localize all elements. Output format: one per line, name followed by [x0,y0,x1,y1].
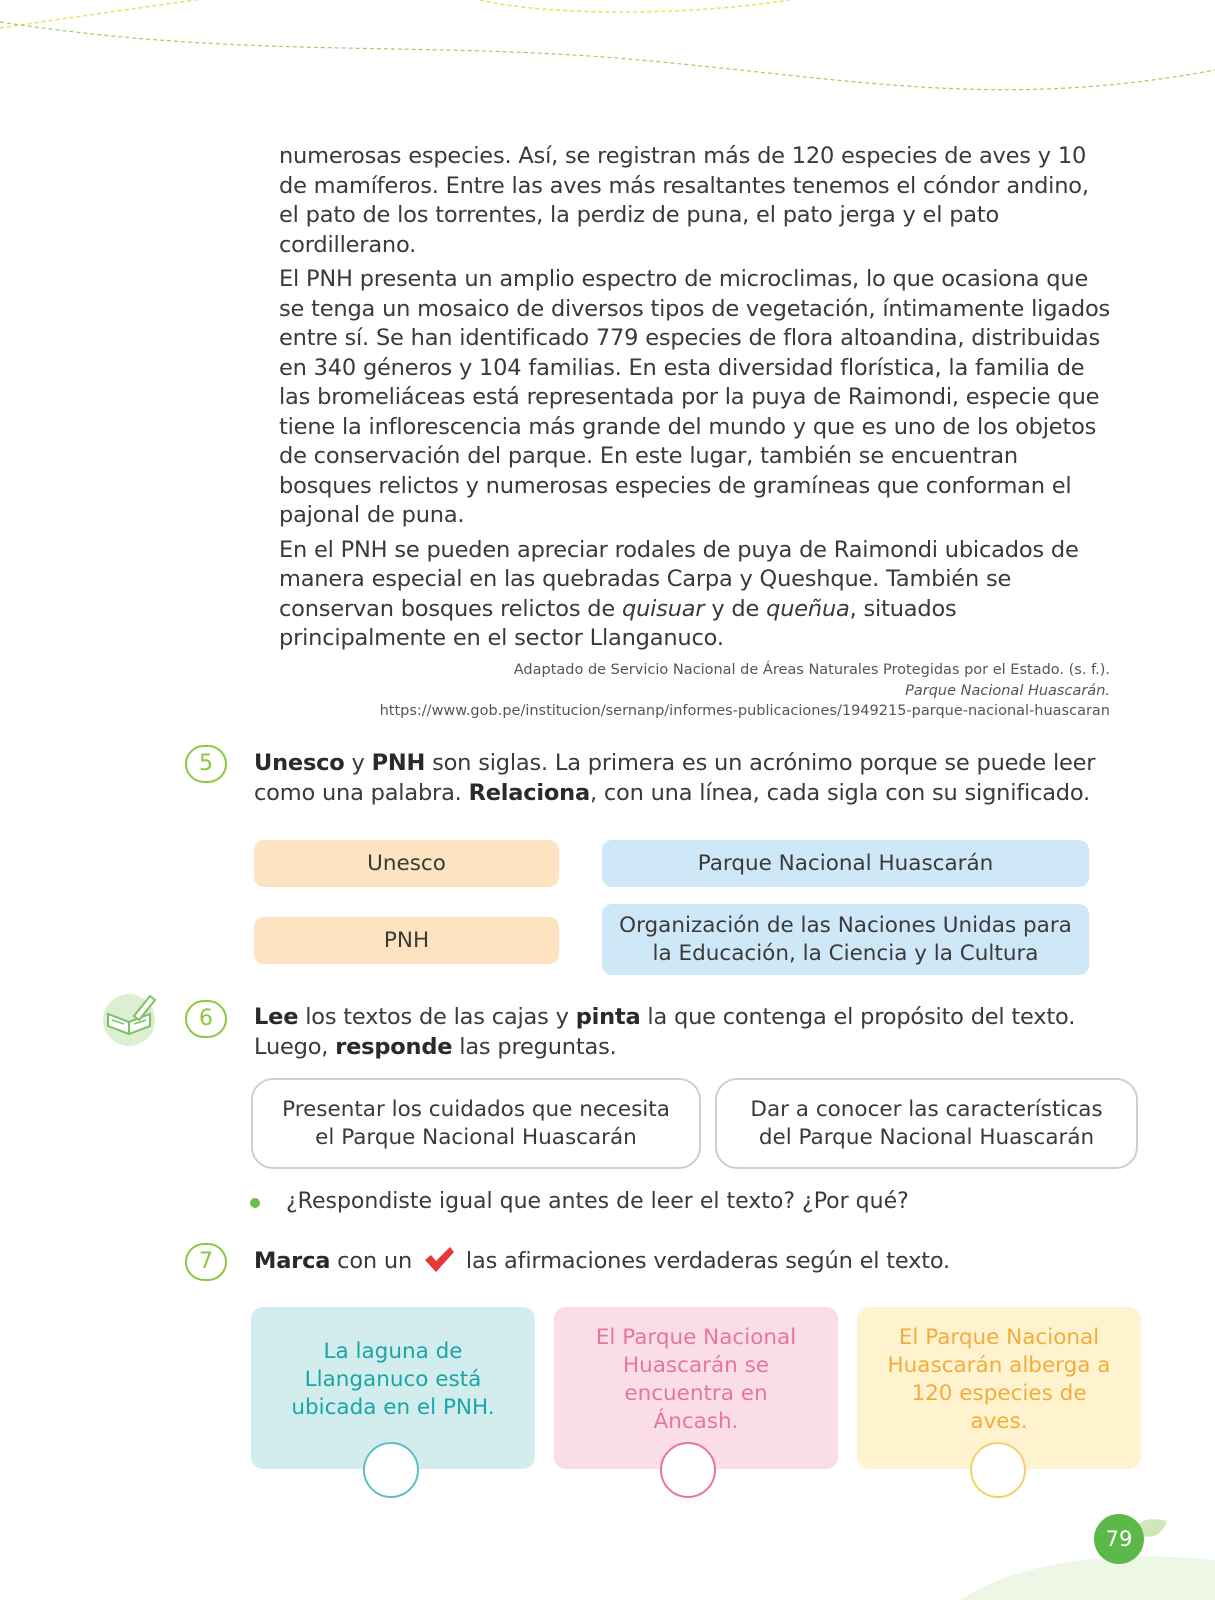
statement-text: El Parque Nacional Huascarán alberga a 120 especies de aves. [887,1325,1111,1434]
meaning-box-unesco[interactable]: Organización de las Naciones Unidas para la Educación, la Ciencia y la Cultura [602,904,1089,975]
bold-term: Lee [254,1004,299,1030]
italic-term: queñua [766,595,850,622]
answer-checkbox-3[interactable] [970,1442,1026,1498]
bold-term: pinta [575,1004,641,1030]
question-7-instruction [254,1246,1114,1277]
text-run: la que contenga el propósito del texto. Luego, [254,1004,1076,1060]
page-number: 79 [1094,1514,1144,1564]
italic-term: quisuar [621,595,705,622]
decorative-waves [0,0,1215,120]
question-number-6: 6 [185,1000,227,1038]
answer-checkbox-1[interactable] [363,1442,419,1498]
acronym-box-pnh[interactable]: PNH [254,917,559,964]
text-run: , con una línea, cada sigla con su significado. [589,779,1090,806]
text-run: con un [330,1248,419,1274]
purpose-option-1[interactable]: Presentar los cuidados que necesita el Parque Nacional Huascarán [251,1078,701,1169]
question-number-7: 7 [185,1243,227,1281]
text-run: y [344,750,372,776]
reading-activity-icon [98,990,160,1046]
bold-term: Unesco [254,750,345,776]
bold-term: Marca [254,1248,331,1274]
citation-line: Adaptado de Servicio Nacional de Áreas Naturales Protegidas por el Estado. (s. f.). [513,662,1110,678]
follow-up-question: ¿Respondiste igual que antes de leer el texto? ¿Por qué? [286,1189,909,1214]
reading-paragraph-2: El PNH presenta un amplio espectro de microclimas, lo que ocasiona que se tenga un mosaico de diversos tipos de vegetación, íntimamente ligados entre sí. Se han identificado 779 especies de flora altoandina, distribuidas en 340 géneros y 104 familias. En esta diversidad florística, la familia de las bromeliáceas está representada por la puya de Raimondi, especie que tiene la inflorescencia más grande del mundo y que es uno de los objetos de conservación del parque. En este lugar, también se encuentran bosques relictos y numerosas especies de gramíneas que conforman el pajonal de puna. [279,266,1111,528]
question-number-5: 5 [185,745,227,783]
answer-checkbox-2[interactable] [660,1442,716,1498]
bold-term: responde [335,1033,453,1060]
bold-term: PNH [371,750,426,776]
text-run: son siglas. La primera es un acrónimo porque se puede leer como una palabra. [254,750,1096,806]
question-6-instruction [254,1003,1114,1062]
reading-paragraph-1: numerosas especies. Así, se registran más de 120 especies de aves y 10 de mamíferos. Entre las aves más resaltantes tenemos el cóndor andino, el pato de los torrentes, la perdiz de puna, el pato jerga y el pato cordillerano. [279,143,1089,258]
text-run: y de [704,595,767,622]
text-run: , situados principalmente en el sector Llanganuco. [279,595,957,651]
question-5-instruction [254,749,1114,808]
reading-text [279,142,1114,659]
footer-decoration [0,1540,1215,1600]
meaning-box-pnh[interactable]: Parque Nacional Huascarán [602,840,1089,887]
statement-text: La laguna de Llanganuco está ubicada en el PNH. [291,1339,495,1420]
source-citation [300,660,1110,722]
text-run: las preguntas. [452,1033,617,1060]
text-run: los textos de las cajas y [298,1004,576,1030]
bullet-point [250,1198,260,1208]
citation-url: https://www.gob.pe/institucion/sernanp/informes-publicaciones/1949215-parque-nacional-huascaran [379,703,1110,719]
check-mark-icon [423,1246,455,1274]
text-run: las afirmaciones verdaderas según el texto. [458,1248,950,1274]
acronym-box-unesco[interactable]: Unesco [254,840,559,887]
citation-title: Parque Nacional Huascarán. [905,682,1110,699]
purpose-option-2[interactable]: Dar a conocer las características del Parque Nacional Huascarán [715,1078,1138,1169]
text-run: En el PNH se pueden apreciar rodales de puya de Raimondi ubicados de manera especial en las quebradas Carpa y Queshque. También se conservan bosques relictos de [279,536,1079,622]
bold-term: Relaciona [468,779,590,806]
statement-text: El Parque Nacional Huascarán se encuentra en Áncash. [595,1325,797,1434]
reading-paragraph-3 [279,536,1114,654]
